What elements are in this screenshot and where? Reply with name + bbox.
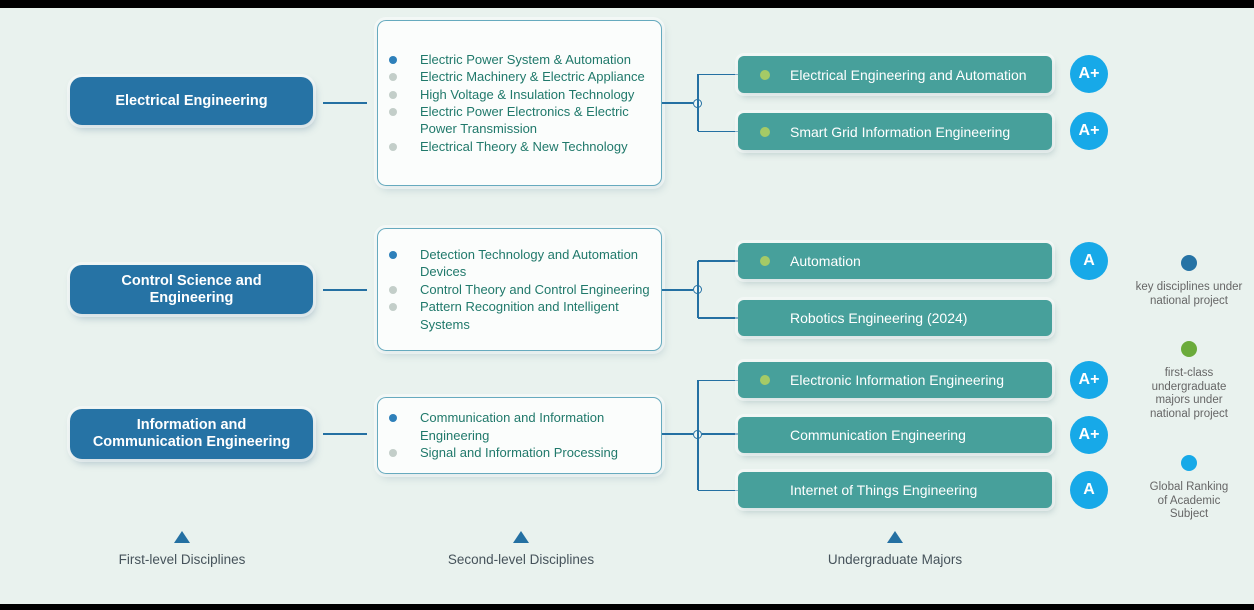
ranking-badge: A [1070, 242, 1108, 280]
second-level-card-information [377, 397, 662, 474]
connector-line [697, 380, 699, 490]
second-level-item [378, 298, 661, 333]
first-level-box-information-communication: Information and Communication Engineering [70, 409, 313, 459]
footer-label: Second-level Disciplines [447, 552, 595, 567]
footer-first-level-disciplines [82, 531, 282, 567]
key-discipline-bullet-icon [389, 414, 397, 422]
second-level-item [378, 138, 661, 155]
major-label: Communication Engineering [790, 427, 966, 443]
connector-line [698, 74, 738, 76]
second-level-label: High Voltage & Insulation Technology [420, 86, 635, 102]
second-level-list [378, 409, 661, 461]
legend-item-key-disciplines [1134, 255, 1244, 308]
triangle-up-icon [887, 531, 903, 543]
first-level-box-control-science: Control Science and Engineering [70, 265, 313, 314]
connector-line [698, 131, 738, 133]
second-level-label: Detection Technology and Automation Devices [420, 246, 639, 280]
footer-label: First-level Disciplines [118, 552, 246, 567]
triangle-up-icon [174, 531, 190, 543]
legend-label: Global Ranking of Academic Subject [1149, 481, 1229, 520]
second-level-list [378, 246, 661, 333]
connector-line [697, 261, 699, 318]
connector-line [697, 74, 699, 131]
triangle-up-icon [513, 531, 529, 543]
ranking-badge: A+ [1070, 112, 1108, 150]
discipline-bullet-icon [389, 286, 397, 294]
first-level-box-electrical-engineering: Electrical Engineering [70, 77, 313, 125]
connector-line [662, 102, 693, 104]
second-level-item [378, 409, 661, 444]
connector-line [323, 102, 367, 104]
discipline-bullet-icon [389, 73, 397, 81]
second-level-label: Communication and Information Engineering [420, 410, 605, 443]
key-discipline-bullet-icon [389, 56, 397, 64]
top-black-bar [0, 0, 1254, 8]
connector-line [662, 433, 693, 435]
second-level-item [378, 86, 661, 103]
connector-line [698, 490, 738, 492]
major-label: Automation [790, 253, 861, 269]
connector-line [698, 380, 738, 382]
second-level-label: Electrical Theory & New Technology [420, 138, 628, 154]
second-level-card-control [377, 228, 662, 351]
major-label: Electrical Engineering and Automation [790, 66, 1027, 83]
major-label: Internet of Things Engineering [790, 482, 978, 498]
footer-label: Undergraduate Majors [827, 552, 963, 567]
ranking-badge: A+ [1070, 55, 1108, 93]
connector-line [662, 289, 693, 291]
major-box [738, 417, 1052, 453]
major-box [738, 243, 1052, 279]
second-level-label: Signal and Information Processing [420, 445, 619, 461]
first-class-major-bullet-icon [760, 127, 770, 137]
discipline-bullet-icon [389, 108, 397, 116]
second-level-item [378, 281, 661, 298]
second-level-item [378, 444, 661, 461]
second-level-label: Pattern Recognition and Intelligent Systems [420, 299, 619, 332]
major-box [738, 113, 1052, 150]
second-level-label: Control Theory and Control Engineering [420, 281, 650, 297]
second-level-list [378, 51, 661, 155]
second-level-item [378, 68, 661, 85]
legend-item-global-ranking [1134, 455, 1244, 522]
connector-line [702, 433, 738, 435]
second-level-label: Electric Power System & Automation [420, 51, 631, 67]
second-level-item [378, 103, 661, 138]
key-discipline-dot-icon [1181, 255, 1197, 271]
major-label: Robotics Engineering (2024) [790, 310, 968, 326]
first-class-major-bullet-icon [760, 256, 770, 266]
discipline-bullet-icon [389, 449, 397, 457]
legend-label: key disciplines under national project [1135, 281, 1243, 307]
major-label: Smart Grid Information Engineering [790, 123, 1011, 140]
key-discipline-bullet-icon [389, 251, 397, 259]
global-ranking-dot-icon [1181, 455, 1197, 471]
legend-item-first-class-majors [1134, 341, 1244, 421]
legend-label: first-class undergraduate majors under national project [1150, 367, 1228, 420]
major-box [738, 472, 1052, 508]
second-level-item [378, 246, 661, 281]
connector-line [323, 289, 367, 291]
second-level-label: Electric Machinery & Electric Appliance [420, 69, 645, 85]
footer-second-level-disciplines [421, 531, 621, 567]
connector-line [698, 317, 738, 319]
footer-undergraduate-majors [795, 531, 995, 567]
first-class-major-bullet-icon [760, 70, 770, 80]
ranking-badge: A+ [1070, 416, 1108, 454]
first-class-major-dot-icon [1181, 341, 1197, 357]
connector-line [698, 260, 738, 262]
major-box [738, 56, 1052, 93]
bottom-black-bar [0, 604, 1254, 610]
discipline-bullet-icon [389, 143, 397, 151]
major-label: Electronic Information Engineering [790, 372, 1005, 388]
first-class-major-bullet-icon [760, 375, 770, 385]
discipline-bullet-icon [389, 303, 397, 311]
connector-line [323, 433, 367, 435]
second-level-card-electrical [377, 20, 662, 186]
major-box [738, 300, 1052, 336]
discipline-bullet-icon [389, 91, 397, 99]
ranking-badge: A [1070, 471, 1108, 509]
ranking-badge: A+ [1070, 361, 1108, 399]
second-level-item [378, 51, 661, 68]
second-level-label: Electric Power Electronics & Electric Power Transmission [420, 104, 629, 137]
major-box [738, 362, 1052, 398]
